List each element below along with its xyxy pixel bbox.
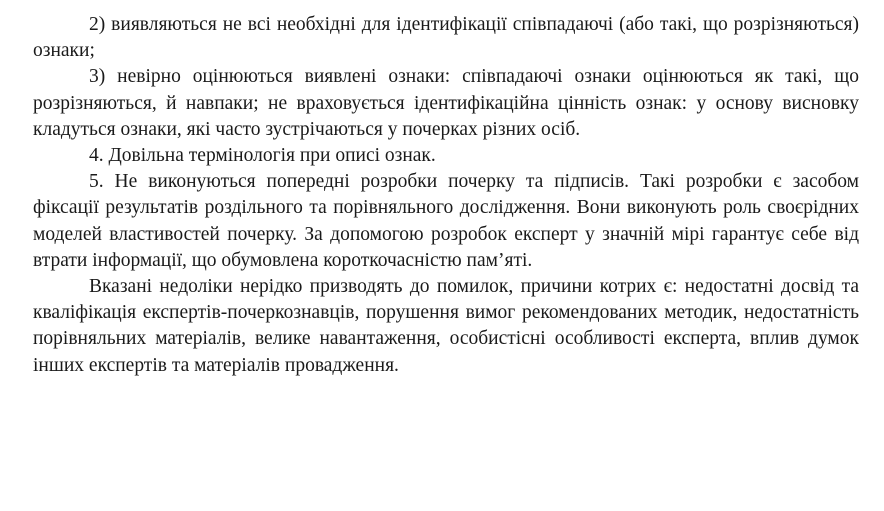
paragraph-item-5: 5. Не виконуються попередні розробки почерку та підписів. Такі розробки є засобом фіксації результатів роздільного та порівняльного дослідження. Вони виконують роль своєрідних моделей властивостей почерку. За допомогою розробок експерт у значній мірі гарантує себе від втрати інформації, що обумовлена короткочасністю пам’яті.	[33, 171, 859, 271]
document-page	[33, 12, 859, 379]
paragraph-item-4: 4. Довільна термінологія при описі ознак.	[89, 145, 436, 167]
paragraph-conclusion: Вказані недоліки нерідко призводять до помилок, причини котрих є: недостатні досвід та кваліфікація експертів-почеркознавців, порушення вимог рекомендованих методик, недостатність порівняльних матеріалів, велике навантаження, особистісні особливості експерта, вплив думок інших експертів та матеріалів провадження.	[33, 276, 859, 376]
paragraph-item-3: 3) невірно оцінюються виявлені ознаки: співпадаючі ознаки оцінюються як такі, що розрізняються, й навпаки; не враховується ідентифікаційна цінність ознак: у основу висновку кладуться ознаки, які часто зустрічаються у почерках різних осіб.	[33, 66, 859, 140]
paragraph-item-2: 2) виявляються не всі необхідні для ідентифікації співпадаючі (або такі, що розрізняються) ознаки;	[33, 14, 859, 62]
